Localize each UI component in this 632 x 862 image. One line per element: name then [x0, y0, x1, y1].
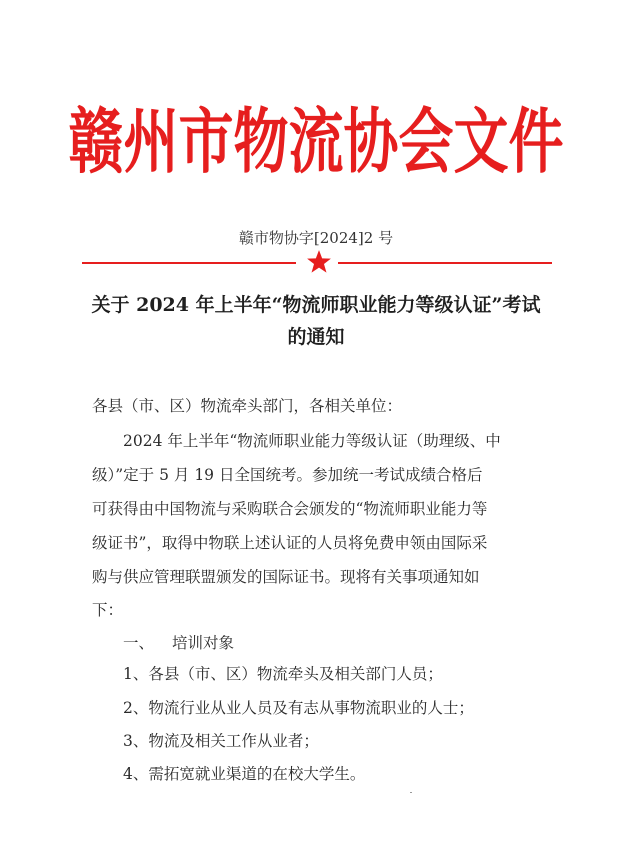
list-item: 3、物流及相关工作从业者； [123, 732, 319, 750]
salutation: 各县（市、区）物流牵头部门，各相关单位： [92, 397, 403, 415]
paragraph-line: 2024 年上半年“物流师职业能力等级认证（助理级、中 [123, 432, 501, 450]
paragraph-line: 可获得由中国物流与采购联合会颁发的“物流师职业能力等 [92, 500, 488, 518]
list-item: 4、需拓宽就业渠道的在校大学生。 [123, 765, 366, 783]
scan-speck [410, 792, 412, 793]
notice-title-line-2: 的通知 [287, 326, 345, 348]
list-item: 2、物流行业从业人员及有志从事物流职业的人士； [123, 699, 474, 717]
red-divider-left [82, 262, 296, 264]
document-number: 赣市物协字[2024]2 号 [238, 229, 394, 247]
section-label: 培训对象 [172, 634, 235, 652]
paragraph-line: 级证书”，取得中物联上述认证的人员将免费申领由国际采 [92, 534, 488, 552]
list-item: 1、各县（市、区）物流牵头及相关部门人员； [123, 665, 443, 683]
notice-title-line-1: 关于 2024 年上半年“物流师职业能力等级认证”考试 [91, 294, 541, 316]
red-divider-right [338, 262, 552, 264]
red-star-icon [306, 249, 332, 275]
org-title: 赣州市物流协会文件 [68, 99, 564, 183]
paragraph-line: 级）”定于 5 月 19 日全国统考。参加统一考试成绩合格后 [92, 466, 483, 484]
section-number: 一、 [123, 634, 155, 652]
paragraph-line: 购与供应管理联盟颁发的国际证书。现将有关事项通知如 [92, 568, 480, 586]
section-heading [123, 631, 234, 653]
paragraph-line: 下： [92, 601, 124, 619]
